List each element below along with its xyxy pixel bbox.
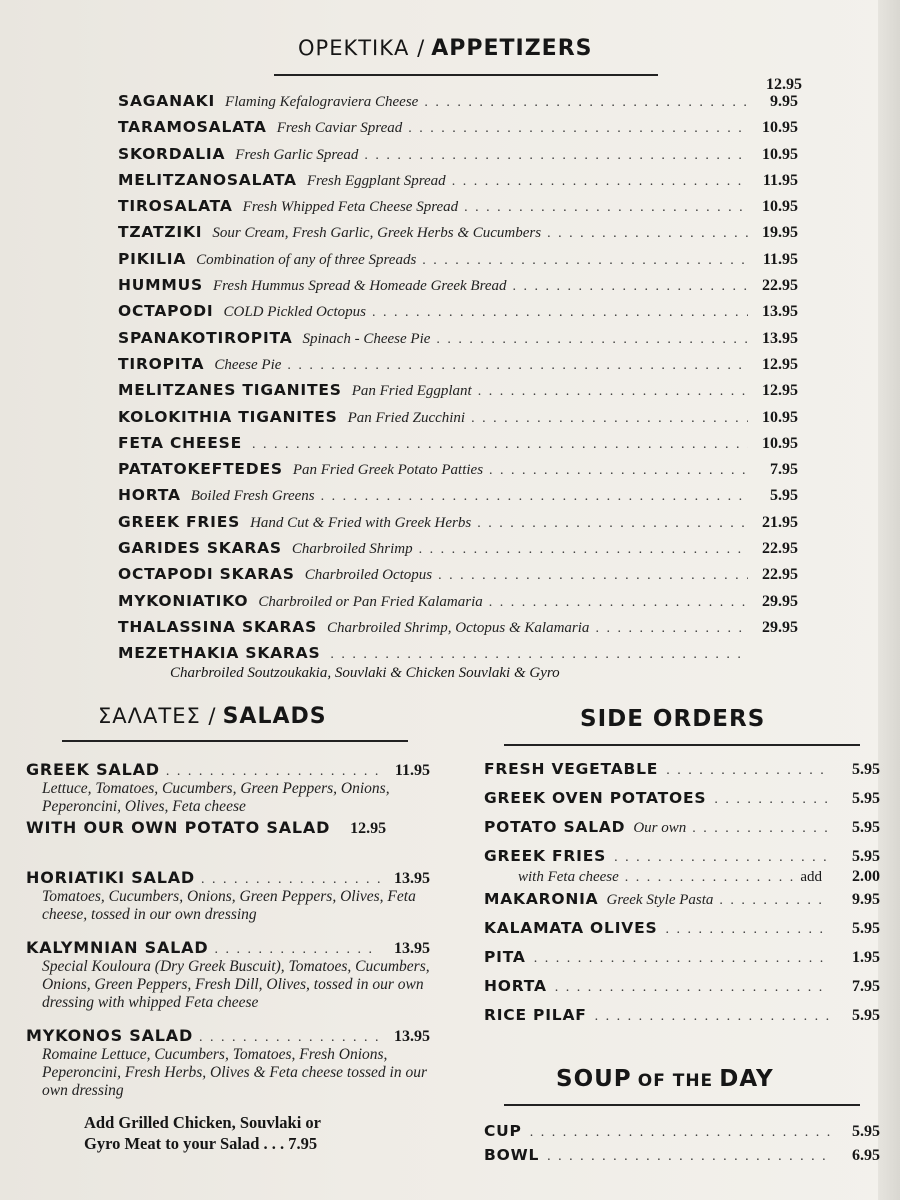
menu-item: [118, 434, 798, 460]
item-description: Combination of any of three Spreads: [196, 251, 417, 268]
soup-title-c: DAY: [719, 1066, 774, 1092]
appetizers-title-english: APPETIZERS: [431, 36, 593, 61]
salad-heading: [26, 1026, 430, 1046]
salad-name: GREEK SALAD: [26, 760, 160, 779]
item-description: Charbroiled Shrimp, Octopus & Kalamaria: [327, 619, 590, 636]
item-price: 12.95: [762, 382, 798, 400]
leader-dots: [199, 1030, 380, 1046]
item-name: SPANAKOTIROPITA: [118, 328, 293, 347]
item-name: TIROSALATA: [118, 197, 233, 216]
soup-header: [556, 1066, 774, 1092]
salads-header: [98, 704, 327, 729]
item-name: OCTAPODI SKARAS: [118, 565, 295, 584]
salad-price: 13.95: [394, 1028, 430, 1045]
leader-dots: [464, 200, 748, 216]
leader-dots: [625, 870, 801, 886]
menu-item: [118, 592, 798, 618]
item-description: Boiled Fresh Greens: [190, 488, 315, 505]
menu-item: [118, 197, 798, 223]
salad-item: [26, 760, 430, 816]
leader-dots: [614, 850, 830, 866]
side-name: RICE PILAF: [484, 1006, 587, 1024]
soup-title-b: OF THE: [637, 1071, 714, 1091]
side-price: 9.95: [852, 891, 880, 908]
soup-item: [484, 1146, 880, 1170]
leader-dots: [692, 821, 830, 837]
salad-description: Special Kouloura (Dry Greek Buscuit), Tomatoes, Cucumbers, Onions, Green Peppers, Fresh Dill, Olives, tossed in our own dressing with whipped Feta cheese: [42, 958, 430, 1011]
salad-item: [26, 868, 430, 924]
side-item: [484, 948, 880, 977]
leader-dots: [489, 595, 748, 611]
menu-item: [118, 329, 798, 355]
menu-item: [118, 513, 798, 539]
leader-dots: [534, 951, 830, 967]
item-price: 11.95: [762, 250, 798, 268]
item-price: 10.95: [762, 198, 798, 216]
item-price: 13.95: [762, 329, 798, 347]
soup-price: 6.95: [852, 1147, 880, 1164]
menu-item: [118, 145, 798, 171]
item-price: 9.95: [770, 93, 798, 110]
salad-price: 13.95: [394, 870, 430, 887]
side-orders-title: SIDE ORDERS: [580, 706, 766, 732]
item-subdescription: Charbroiled Soutzoukakia, Souvlaki & Chicken Souvlaki & Gyro: [170, 664, 560, 681]
item-description: Pan Fried Eggplant: [351, 383, 472, 400]
salads-title-english: SALADS: [222, 704, 327, 729]
leader-dots: [372, 305, 748, 321]
leader-dots: [287, 358, 748, 374]
side-addon: [484, 868, 880, 890]
leader-dots: [436, 332, 748, 348]
salad-heading: [26, 818, 430, 838]
leader-dots: [471, 411, 748, 427]
item-name: SKORDALIA: [118, 144, 226, 163]
leader-dots: [364, 148, 748, 164]
leader-dots: [408, 121, 748, 137]
leader-dots: [666, 763, 830, 779]
leader-dots: [201, 872, 380, 888]
side-item: [484, 760, 880, 789]
side-description: Our own: [633, 820, 687, 836]
item-price: 11.95: [762, 171, 798, 189]
salad-item: [26, 818, 430, 838]
side-name: HORTA: [484, 977, 547, 995]
side-price: 5.95: [852, 1007, 880, 1024]
item-name: MYKONIATIKO: [118, 591, 249, 610]
leader-dots: [330, 647, 748, 663]
side-item: [484, 1006, 880, 1035]
item-name: MELITZANOSALATA: [118, 170, 297, 189]
side-price: 5.95: [852, 920, 880, 937]
leader-dots: [214, 942, 380, 958]
page-edge: [878, 0, 900, 1200]
menu-item: [118, 250, 798, 276]
menu-item: [118, 355, 798, 381]
leader-dots: [419, 542, 748, 558]
side-orders-list: [484, 760, 880, 1035]
salad-name: WITH OUR OWN POTATO SALAD: [26, 818, 331, 837]
salad-description: Romaine Lettuce, Cucumbers, Tomatoes, Fresh Onions, Peperoncini, Fresh Herbs, Olives & Feta cheese tossed in our own dressing: [42, 1046, 427, 1099]
salad-addon-line1: Add Grilled Chicken, Souvlaki or: [84, 1113, 322, 1132]
salad-heading: [26, 760, 430, 780]
item-price: 22.95: [762, 540, 798, 558]
leader-dots: [714, 792, 830, 808]
appetizers-top-price: 12.95: [766, 76, 802, 93]
leader-dots: [719, 893, 830, 909]
item-description: Pan Fried Zucchini: [347, 409, 466, 426]
leader-dots: [555, 980, 830, 996]
salad-addon-line2: Gyro Meat to your Salad . . . 7.95: [84, 1134, 318, 1153]
salad-addon-note: [84, 1112, 321, 1154]
leader-dots: [166, 764, 380, 780]
appetizers-header: [298, 36, 593, 61]
menu-item: [118, 118, 798, 144]
soup-item: [484, 1122, 880, 1146]
item-description: Fresh Hummus Spread & Homeade Greek Bread: [212, 278, 507, 295]
item-description: Fresh Caviar Spread: [276, 120, 403, 137]
side-price: 5.95: [852, 761, 880, 778]
item-price: 22.95: [762, 277, 798, 295]
salad-item: [26, 1026, 430, 1100]
menu-item: [118, 565, 798, 591]
leader-dots: [424, 95, 748, 111]
soup-rule: [504, 1104, 860, 1106]
item-description: Hand Cut & Fried with Greek Herbs: [250, 514, 472, 531]
side-name: MAKARONIA: [484, 890, 599, 908]
leader-dots: [321, 489, 748, 505]
side-orders-header: [580, 706, 765, 732]
soup-name: CUP: [484, 1122, 522, 1140]
salad-price: 13.95: [394, 940, 430, 957]
item-price: 12.95: [762, 355, 798, 373]
item-name: MEZETHAKIA SKARAS: [118, 644, 321, 663]
leader-dots: [547, 1149, 830, 1165]
menu-item: [118, 92, 798, 118]
leader-dots: [422, 253, 748, 269]
side-price: 1.95: [852, 949, 880, 966]
leader-dots: [513, 279, 748, 295]
appetizers-title-greek: ΟΡΕΚΤΙΚΑ /: [298, 36, 426, 60]
item-name: THALASSINA SKARAS: [118, 617, 318, 636]
item-name: OCTAPODI: [118, 302, 214, 321]
soup-list: [484, 1122, 880, 1170]
side-orders-rule: [504, 744, 860, 746]
item-price: 19.95: [762, 224, 798, 242]
salad-name: MYKONOS SALAD: [26, 1026, 194, 1045]
item-name: PATATOKEFTEDES: [118, 460, 283, 479]
side-item: [484, 789, 880, 818]
item-description: Fresh Garlic Spread: [235, 146, 359, 163]
side-item: [484, 977, 880, 1006]
menu-item: [118, 276, 798, 302]
item-description: Charbroiled Octopus: [304, 567, 433, 584]
side-name: FRESH VEGETABLE: [484, 760, 659, 778]
item-price: 10.95: [762, 145, 798, 163]
item-name: GREEK FRIES: [118, 512, 241, 531]
side-name: KALAMATA OLIVES: [484, 919, 658, 937]
menu-item: [118, 539, 798, 565]
item-price: 22.95: [762, 566, 798, 584]
leader-dots: [665, 922, 830, 938]
side-price: 5.95: [852, 848, 880, 865]
item-description: Sour Cream, Fresh Garlic, Greek Herbs & Cucumbers: [212, 225, 542, 242]
item-price: 29.95: [762, 592, 798, 610]
leader-dots: [595, 1009, 830, 1025]
leader-dots: [252, 437, 748, 453]
item-description: Fresh Whipped Feta Cheese Spread: [242, 199, 459, 216]
item-name: TZATZIKI: [118, 223, 203, 242]
side-description: Greek Style Pasta: [606, 892, 714, 908]
item-price: 10.95: [762, 408, 798, 426]
menu-item: [118, 486, 798, 512]
item-name: HUMMUS: [118, 276, 203, 295]
salad-heading: [26, 868, 430, 888]
side-item: [484, 818, 880, 847]
salads-rule: [62, 740, 408, 742]
side-addon-price: 2.00: [852, 868, 880, 885]
salad-description: Tomatoes, Cucumbers, Onions, Green Peppers, Olives, Feta cheese, tossed in our own dressing: [42, 888, 416, 923]
salads-list: [26, 760, 430, 1114]
item-name: HORTA: [118, 486, 181, 505]
item-name: PIKILIA: [118, 249, 187, 268]
item-price: 21.95: [762, 513, 798, 531]
item-description: Pan Fried Greek Potato Patties: [292, 462, 484, 479]
soup-name: BOWL: [484, 1146, 540, 1164]
salad-description: Lettuce, Tomatoes, Cucumbers, Green Peppers, Onions, Peperoncini, Olives, Feta cheese: [42, 780, 390, 815]
leader-dots: [452, 174, 748, 190]
leader-dots: [530, 1125, 830, 1141]
item-description: Charbroiled Shrimp: [291, 541, 413, 558]
item-price: 5.95: [770, 487, 798, 505]
side-addon-description: with Feta cheese: [518, 869, 619, 885]
leader-dots: [547, 226, 748, 242]
menu-item: [118, 408, 798, 434]
side-name: POTATO SALAD: [484, 818, 626, 836]
salad-price: 11.95: [394, 762, 430, 779]
item-name: SAGANAKI: [118, 92, 216, 110]
leader-dots: [595, 621, 748, 637]
salad-name: HORIATIKI SALAD: [26, 868, 195, 887]
item-price: 7.95: [770, 461, 798, 479]
side-name: PITA: [484, 948, 526, 966]
side-item: [484, 919, 880, 948]
side-addon-add: add: [800, 869, 822, 885]
item-description: Fresh Eggplant Spread: [306, 172, 446, 189]
side-price: 5.95: [852, 790, 880, 807]
salad-item: [26, 938, 430, 1012]
item-price: 13.95: [762, 303, 798, 321]
salad-name: KALYMNIAN SALAD: [26, 938, 209, 957]
leader-dots: [489, 463, 748, 479]
item-name: GARIDES SKARAS: [118, 539, 282, 558]
appetizers-list: [118, 92, 798, 682]
soup-title-a: SOUP: [556, 1066, 632, 1092]
menu-item: [118, 171, 798, 197]
item-description: Spinach - Cheese Pie: [302, 330, 431, 347]
salad-heading: [26, 938, 430, 958]
side-name: GREEK FRIES: [484, 847, 607, 865]
side-name: GREEK OVEN POTATOES: [484, 789, 707, 807]
leader-dots: [478, 384, 748, 400]
menu-item: [118, 460, 798, 486]
item-description: Flaming Kefalograviera Cheese: [225, 94, 419, 110]
side-price: 7.95: [852, 978, 880, 995]
menu-item: [118, 618, 798, 644]
salads-title-greek: ΣΑΛΑΤΕΣ /: [98, 704, 217, 728]
item-name: FETA CHEESE: [118, 433, 243, 452]
item-description: COLD Pickled Octopus: [223, 304, 366, 321]
item-description: Cheese Pie: [214, 356, 282, 373]
item-name: KOLOKITHIA TIGANITES: [118, 407, 338, 426]
appetizers-rule: [274, 74, 658, 76]
menu-item: [118, 302, 798, 328]
item-name: TIROPITA: [118, 354, 205, 373]
leader-dots: [477, 516, 748, 532]
menu-item: [118, 223, 798, 249]
salad-price: 12.95: [350, 820, 387, 837]
menu-item: [118, 381, 798, 407]
leader-dots: [438, 568, 748, 584]
item-price: 10.95: [762, 119, 798, 137]
item-price: 10.95: [762, 434, 798, 452]
item-name: MELITZANES TIGANITES: [118, 381, 342, 400]
side-item: [484, 890, 880, 919]
item-name: TARAMOSALATA: [118, 118, 267, 137]
item-description: Charbroiled or Pan Fried Kalamaria: [258, 593, 483, 610]
side-price: 5.95: [852, 819, 880, 836]
item-price: 29.95: [762, 618, 798, 636]
soup-price: 5.95: [852, 1123, 880, 1140]
